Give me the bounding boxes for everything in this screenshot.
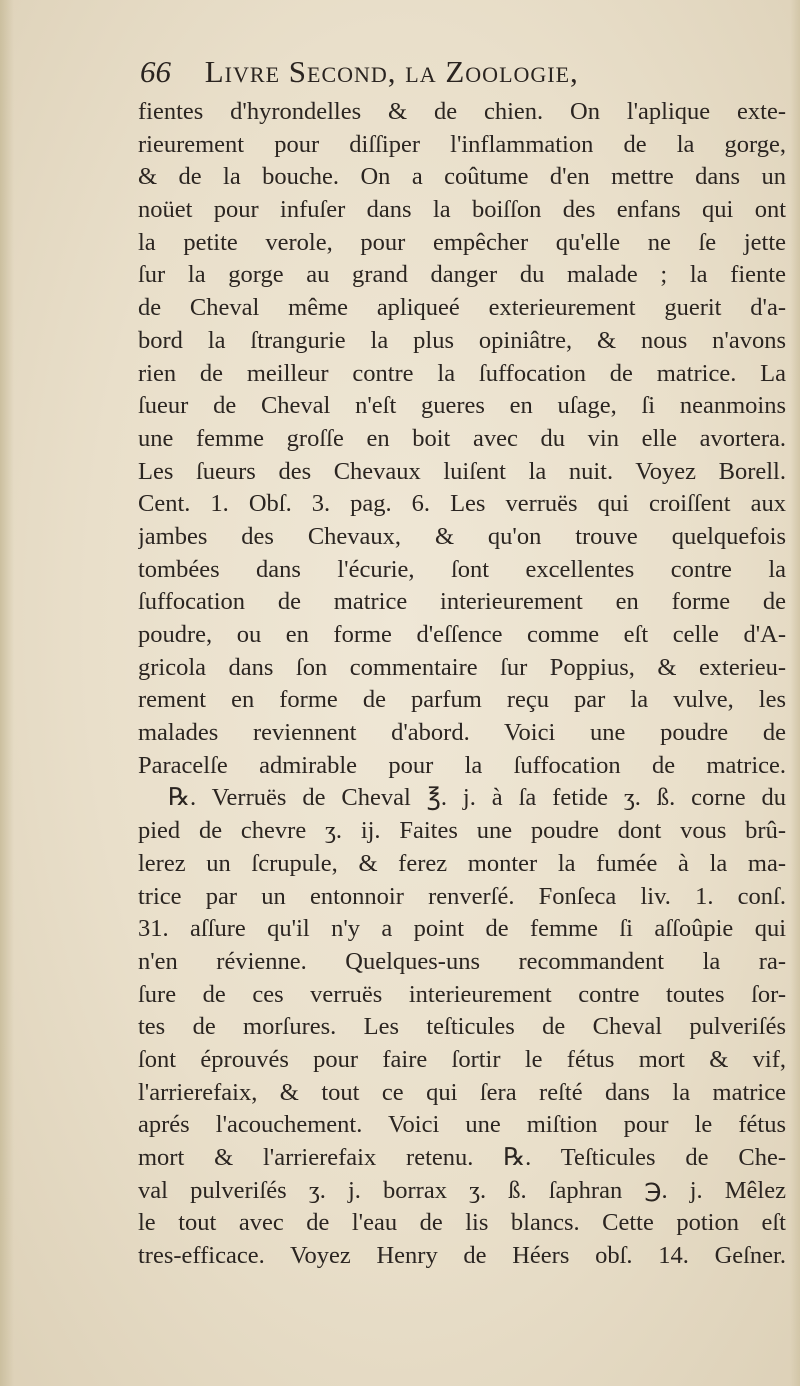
text-line: 31. aſſure qu'il n'y a point de femme ſi aſſoûpie qui [138, 915, 786, 943]
page-right-edge-shadow [790, 0, 800, 1386]
body-text [138, 96, 786, 1273]
text-line-recipe: ℞. Verruës de Cheval ℥. j. à ſa fetide ʒ. ß. corne du [168, 784, 786, 812]
text-line: aprés l'acouchement. Voici une miſtion pour le fétus [138, 1111, 786, 1139]
page-left-edge-shadow [0, 0, 14, 1386]
text-line: rien de meilleur contre la ſuffocation de matrice. La [138, 359, 786, 387]
text-line: jambes des Chevaux, & qu'on trouve quelquefois [138, 522, 786, 550]
text-line: tombées dans l'écurie, ſont excellentes contre la [138, 555, 786, 583]
text-line: ſure de ces verruës interieurement contre toutes ſor- [138, 980, 786, 1008]
text-line: noüet pour infuſer dans la boiſſon des enfans qui ont [138, 196, 786, 224]
text-line: malades reviennent d'abord. Voici une poudre de [138, 719, 786, 747]
text-line: Les ſueurs des Chevaux luiſent la nuit. Voyez Borell. [138, 457, 786, 485]
text-line: mort & l'arrierefaix retenu. ℞. Teſticules de Che- [138, 1144, 786, 1171]
text-line: ſur la gorge au grand danger du malade ; la fiente [138, 261, 786, 289]
text-line: le tout avec de l'eau de lis blancs. Cette potion eſt [138, 1209, 786, 1237]
text-line: de Cheval même apliqueé exterieurement guerit d'a- [138, 294, 786, 322]
text-line: fientes d'hyrondelles & de chien. On l'aplique exte- [138, 98, 786, 125]
text-line: lerez un ſcrupule, & ferez monter la fumée à la ma- [138, 849, 786, 877]
text-line: trice par un entonnoir renverſé. Fonſeca liv. 1. conſ. [138, 882, 786, 910]
text-line: poudre, ou en forme d'eſſence comme eſt celle d'A- [138, 621, 786, 648]
text-line: Cent. 1. Obſ. 3. pag. 6. Les verruës qui croiſſent aux [138, 490, 786, 518]
text-line: n'en révienne. Quelques-uns recommandent la ra- [138, 947, 786, 975]
running-header [140, 54, 780, 98]
show-through-smudge [250, 1265, 360, 1305]
text-line: ſueur de Cheval n'eſt gueres en uſage, ſi neanmoins [138, 392, 786, 420]
text-line: ſuffocation de matrice interieurement en forme de [138, 588, 786, 616]
text-line: val pulveriſés ʒ. j. borrax ʒ. ß. ſaphran ℈. j. Mêlez [138, 1176, 786, 1204]
text-line: tes de morſures. Les teſticules de Cheval pulveriſés [138, 1013, 786, 1041]
text-line: l'arrierefaix, & tout ce qui ſera reſté dans la matrice [138, 1078, 786, 1106]
text-line: ſont éprouvés pour faire ſortir le fétus mort & vif, [138, 1045, 786, 1073]
page-number: 66 [140, 54, 171, 89]
text-line: rement en forme de parfum reçu par la vulve, les [138, 686, 786, 714]
text-line: Paracelſe admirable pour la ſuffocation de matrice. [138, 751, 786, 779]
text-line: pied de chevre ʒ. ij. Faites une poudre dont vous brû- [138, 817, 786, 845]
text-line: & de la bouche. On a coûtume d'en mettre dans un [138, 163, 786, 191]
text-line: rieurement pour diſſiper l'inflammation de la gorge, [138, 130, 786, 158]
text-line: bord la ſtrangurie la plus opiniâtre, & nous n'avons [138, 326, 786, 354]
text-line: tres-efficace. Voyez Henry de Héers obſ. 14. Geſner. [138, 1242, 786, 1270]
text-line: gricola dans ſon commentaire ſur Poppius, & exterieu- [138, 653, 786, 681]
text-line: une femme groſſe en boit avec du vin elle avortera. [138, 424, 786, 452]
text-line: la petite verole, pour empêcher qu'elle ne ſe jette [138, 228, 786, 256]
running-title: Livre Second, la Zoologie, [204, 54, 579, 89]
